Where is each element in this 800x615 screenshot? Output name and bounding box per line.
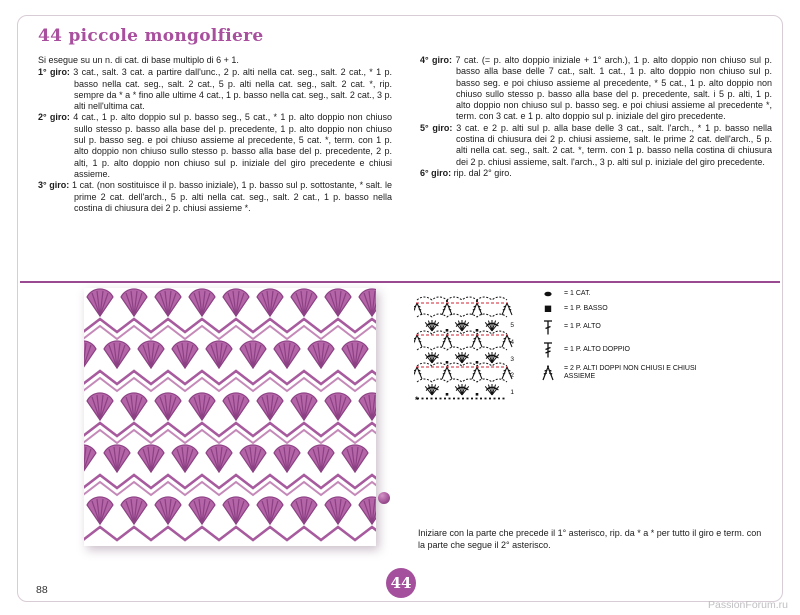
chart-row-number-3: 3 [510,356,514,363]
round-label: 4° giro: [420,55,453,65]
pattern-intro: Si esegue su un n. di cat. di base multiplo di 6 + 1. [38,55,239,65]
round-label: 2° giro: [38,112,70,123]
instruction-row-3 [38,180,392,214]
instruction-row-1 [38,67,392,112]
round-text: rip. dal 2° giro. [453,167,512,178]
crochet-chart [414,285,516,405]
double-crochet-icon [538,319,558,336]
legend-item-treble-crochet [538,341,698,359]
page-number: 88 [36,584,48,596]
treble-crochet-icon [538,341,558,359]
chart-start-asterisk: * [415,395,419,405]
single-crochet-icon [538,304,558,314]
cluster-icon [538,364,558,382]
round-text: 4 cat., 1 p. alto doppio sul p. basso seg., 5 cat., * 1 p. alto doppio non chiuso sullo stesso p. basso alla base del p. precedente, 1 p. alto doppio non chiuso sul p. basso seg. e poi chiuso assieme al precedente, 5 cat. *, term. con 1 p. alto doppio non chiuso sullo stesso p. basso alla base del p. precedente, 2 p. alti, 1 p. alto doppio non chiuso sul p. iniziale del giro precedente e chiusi assieme. [73,112,392,179]
instruction-row-2 [38,112,392,180]
legend-label: = 1 P. ALTO [564,323,601,331]
round-text: 7 cat. (= p. alto doppio iniziale + 1° arch.), 1 p. alto doppio non chiuso sul p. basso alla base delle 7 cat., salt. 1 cat., 1 p. alto doppio non chiuso sul p. basso seg. e poi chiuso assieme al precedente, * 5 cat., 1 p. alto doppio non chiuso sullo stesso p. basso alla base del p. precedente, salt. i 5 p. alti, 1 p. alto doppio non chiuso sul p. basso seg. e poi chiusi assieme al precedente *, term. con 3 cat. e 1 p. alto doppio sul p. iniziale del giro precedente. [455,55,772,122]
round-label: 1° giro: [38,67,70,78]
chart-row-number-1: 1 [510,389,514,396]
legend-label: = 1 P. BASSO [564,304,608,312]
instruction-row-6 [420,168,772,179]
legend-label: = 2 P. ALTI DOPPI NON CHIUSI E CHIUSI ASSIEME [564,364,697,380]
crochet-swatch-art [84,288,376,546]
yarn-bead-button [378,492,390,504]
round-text: 1 cat. (non sostituisce il p. basso iniziale), 1 p. basso sul p. sottostante, * salt. le prime 2 cat. dell'arch., 5 p. alti nella cat. seg., salt. 2 cat., 1 p. basso nella costina di chiusura dei 2 p. chiusi assieme *. [71,180,392,213]
legend-item-chain [538,289,698,299]
round-label: 5° giro: [420,122,453,133]
legend-label: = 1 CAT. [564,289,591,297]
page-title: 44 piccole mongolfiere [38,26,264,46]
legend-item-double-crochet [538,319,698,336]
chart-row-number-2: 2 [510,372,514,379]
legend-item-single-crochet [538,304,698,314]
instruction-row-4 [420,55,772,123]
instructions-column-right [420,55,772,179]
crochet-swatch-photo [84,288,376,546]
section-divider-line [20,281,780,283]
round-text: 3 cat., salt. 3 cat. a partire dall'unc., 2 p. alti nella cat. seg., salt. 2 cat., * 1 p. basso nella cat. seg., salt. 2 cat., 5 p. alti nella cat. seg., salt. 2 cat. *, rip. sempre da * a * fino alle ultime 4 cat., 1 p. basso nella cat. seg., salt. 2 cat., 3 p. alti nell'ultima cat. [73,67,392,112]
chart-footnote: Iniziare con la parte che precede il 1° asterisco, rip. da * a * per tutto il giro e term. con la parte che segue il 2° asterisco. [418,528,762,550]
chart-row-number-4: 4 [510,339,514,346]
instruction-row-5 [420,123,772,168]
chart-row-number-5: 5 [510,322,514,329]
symbol-legend [538,289,698,382]
round-label: 6° giro: [420,167,452,178]
chain-icon [538,289,558,299]
round-text: 3 cat. e 2 p. alti sul p. alla base delle 3 cat., salt. l'arch., * 1 p. basso nella costina di chiusura dei 2 p. chiusi assieme, salt. le prime 2 cat. dell'arch., 5 p. alti nella cat. seg., salt. 2 cat. *, term. con 1 p. basso nella costina di chiusura dei 2 p. chiusi assieme, salt. l'arch., 3 p. alti sul p. iniziale del giro precedente. [456,122,772,167]
instructions-column-left [38,55,392,214]
watermark-text: PassionForum.ru [708,599,788,611]
legend-item-cluster [538,364,698,382]
legend-label: = 1 P. ALTO DOPPIO [564,345,630,353]
round-label: 3° giro: [38,180,70,191]
pattern-number-badge: 44 [386,568,416,598]
